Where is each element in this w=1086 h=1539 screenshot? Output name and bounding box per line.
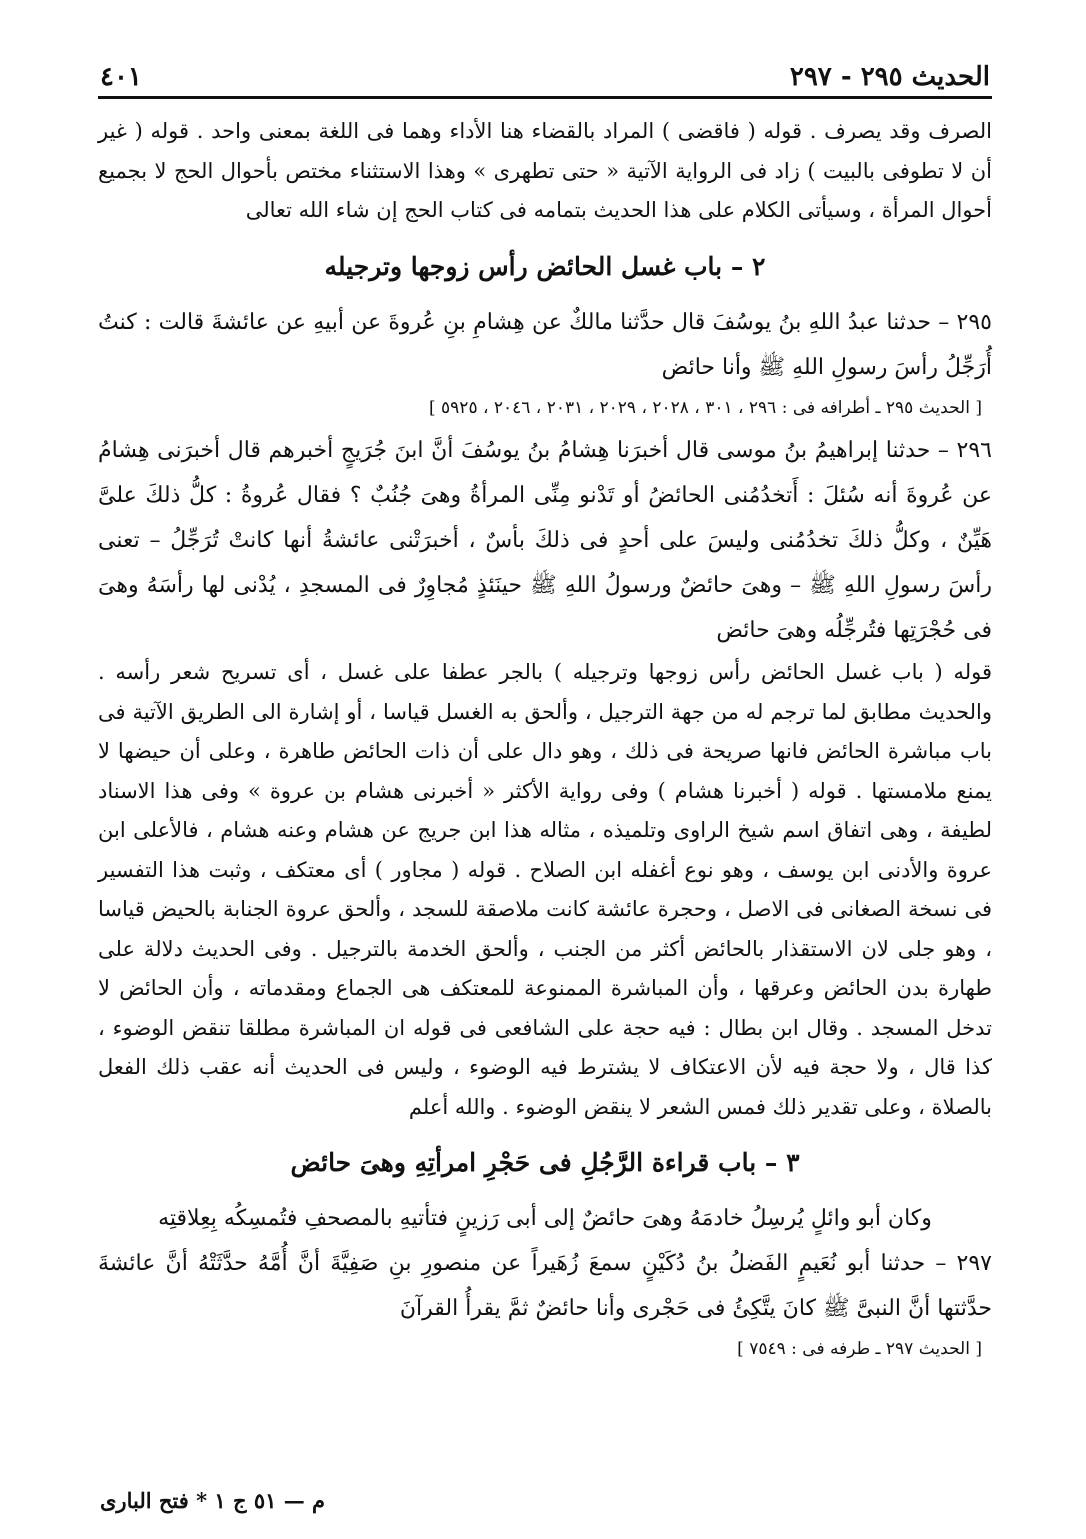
continuation-commentary: الصرف وقد يصرف . قوله ( فاقضى ) المراد بالقضاء هنا الأداء وهما فى اللغة بمعنى واحد . قوله ( غير أن لا تطوفى بالبيت ) زاد فى الرواية الآتية « حتى تطهرى » وهذا الاستثناء مختص بأحوال الحج لا بجميع أحوال المرأة ، وسيأتى الكلام على هذا الحديث بتمامه فى كتاب الحج إن شاء الله تعالى xyxy=(98,119,992,222)
page-body xyxy=(98,112,992,1369)
chapter-2-title: ٢ – باب غسل الحائض رأس زوجها وترجيله xyxy=(324,251,766,281)
header-rule xyxy=(98,96,992,99)
chapter-3-subtitle: وكان أبو وائلٍ يُرسِلُ خادمَهُ وهىَ حائضٌ إلى أبى رَزينٍ فتأتيهِ بالمصحفِ فتُمسِكُه بِعِلاقتِه xyxy=(158,1205,932,1231)
hadith-295: ٢٩٥ – حدثنا عبدُ اللهِ بنُ يوسُفَ قال حدَّثنا مالكٌ عن هِشامِ بنِ عُروةَ عن أبيهِ عن عائشةَ قالت : كنتُ أُرَجِّلُ رأسَ رسولِ اللهِ ﷺ وأنا حائض xyxy=(98,310,992,380)
signature-footer: م — ٥١ ج ١ * فتح البارى xyxy=(100,1488,326,1513)
commentary-296: قوله ( باب غسل الحائض رأس زوجها وترجيله ) بالجر عطفا على غسل ، أى تسريح شعر رأسه . والحديث مطابق لما ترجم له من جهة الترجيل ، وألحق به الغسل قياسا ، أو إشارة الى الطريق الآتية فى باب مباشرة الحائض فانها صريحة فى ذلك ، وهو دال على أن ذات الحائض طاهرة ، وعلى أن حيضها لا يمنع ملامستها . قوله ( أخبرنا هشام ) وفى رواية الأكثر « أخبرنى هشام بن عروة » وفى هذا الاسناد لطيفة ، وهى اتفاق اسم شيخ الراوى وتلميذه ، مثاله هذا ابن جريج عن هشام وعنه هشام ، فالأعلى ابن عروة والأدنى ابن يوسف ، وهو نوع أغفله ابن الصلاح . قوله ( مجاور ) أى معتكف ، وثبت هذا التفسير فى نسخة الصغانى فى الاصل ، وحجرة عائشة كانت ملاصقة للسجد ، وألحق عروة الجنابة بالحيض قياسا ، وهو جلى لان الاستقذار بالحائض أكثر من الجنب ، وألحق الخدمة بالترجيل . وفى الحديث دلالة على طهارة بدن الحائض وعرقها ، وأن المباشرة الممنوعة للمعتكف هى الجماع ومقدماته ، وأن الحائض لا تدخل المسجد . وقال ابن بطال : فيه حجة على الشافعى فى قوله ان المباشرة مطلقا تنقض الوضوء ، كذا قال ، ولا حجة فيه لأن الاعتكاف لا يشترط فيه الوضوء ، وليس فى الحديث أنه عقب ذلك الفعل بالصلاة ، وعلى تقدير ذلك فمس الشعر لا ينقض الوضوء . والله أعلم xyxy=(98,660,992,1119)
page-number: ٤٠١ xyxy=(100,62,142,92)
header-hadith-range: الحديث ٢٩٥ - ٢٩٧ xyxy=(789,62,990,92)
chapter-3-title: ٣ – باب قراءة الرَّجُلِ فى حَجْرِ امرأتِهِ وهىَ حائض xyxy=(290,1148,800,1177)
hadith-297: ٢٩٧ – حدثنا أبو نُعَيمٍ الفَضلُ بنُ دُكَيْنٍ سمعَ زُهَيراً عن منصورِ بنِ صَفِيَّةَ أنَّ أُمَّهُ حدَّثَتْهُ أنَّ عائشةَ حدَّثتها أنَّ النبىَّ ﷺ كانَ يتَّكِئُ فى حَجْرى وأنا حائضٌ ثمَّ يقرأُ القرآنَ xyxy=(98,1250,992,1321)
running-header xyxy=(100,52,990,92)
hadith-297-references: [ الحديث ٢٩٧ ـ طرفه فى : ٧٥٤٩ ] xyxy=(737,1338,982,1359)
hadith-296: ٢٩٦ – حدثنا إبراهيمُ بنُ موسى قال أخبرَنا هِشامُ بنُ يوسُفَ أنَّ ابنَ جُرَيجٍ أخبرهم قال أخبرَنى هِشامُ عن عُروةَ أنه سُئلَ : أَتخدُمُنى الحائضُ أو تَدْنو مِنِّى المرأةُ وهىَ جُنُبٌ ؟ فقال عُروةُ : كلُّ ذلكَ علىَّ هَيِّنٌ ، وكلُّ ذلكَ تخدُمُنى وليسَ على أحدٍ فى ذلكَ بأسٌ ، أخبرَتْنى عائشةُ أنها كانتْ تُرَجِّلُ – تعنى رأسَ رسولِ اللهِ ﷺ – وهىَ حائضٌ ورسولُ اللهِ ﷺ حينَئذٍ مُجاوِرٌ فى المسجدِ ، يُدْنى لها رأسَهُ وهىَ فى حُجْرَتِها فتُرجِّلُه وهىَ حائض xyxy=(98,438,992,643)
hadith-295-references: [ الحديث ٢٩٥ ـ أطرافه فى : ٢٩٦ ، ٣٠١ ، ٢٠٢٨ ، ٢٠٢٩ ، ٢٠٣١ ، ٢٠٤٦ ، ٥٩٢٥ ] xyxy=(429,398,982,418)
